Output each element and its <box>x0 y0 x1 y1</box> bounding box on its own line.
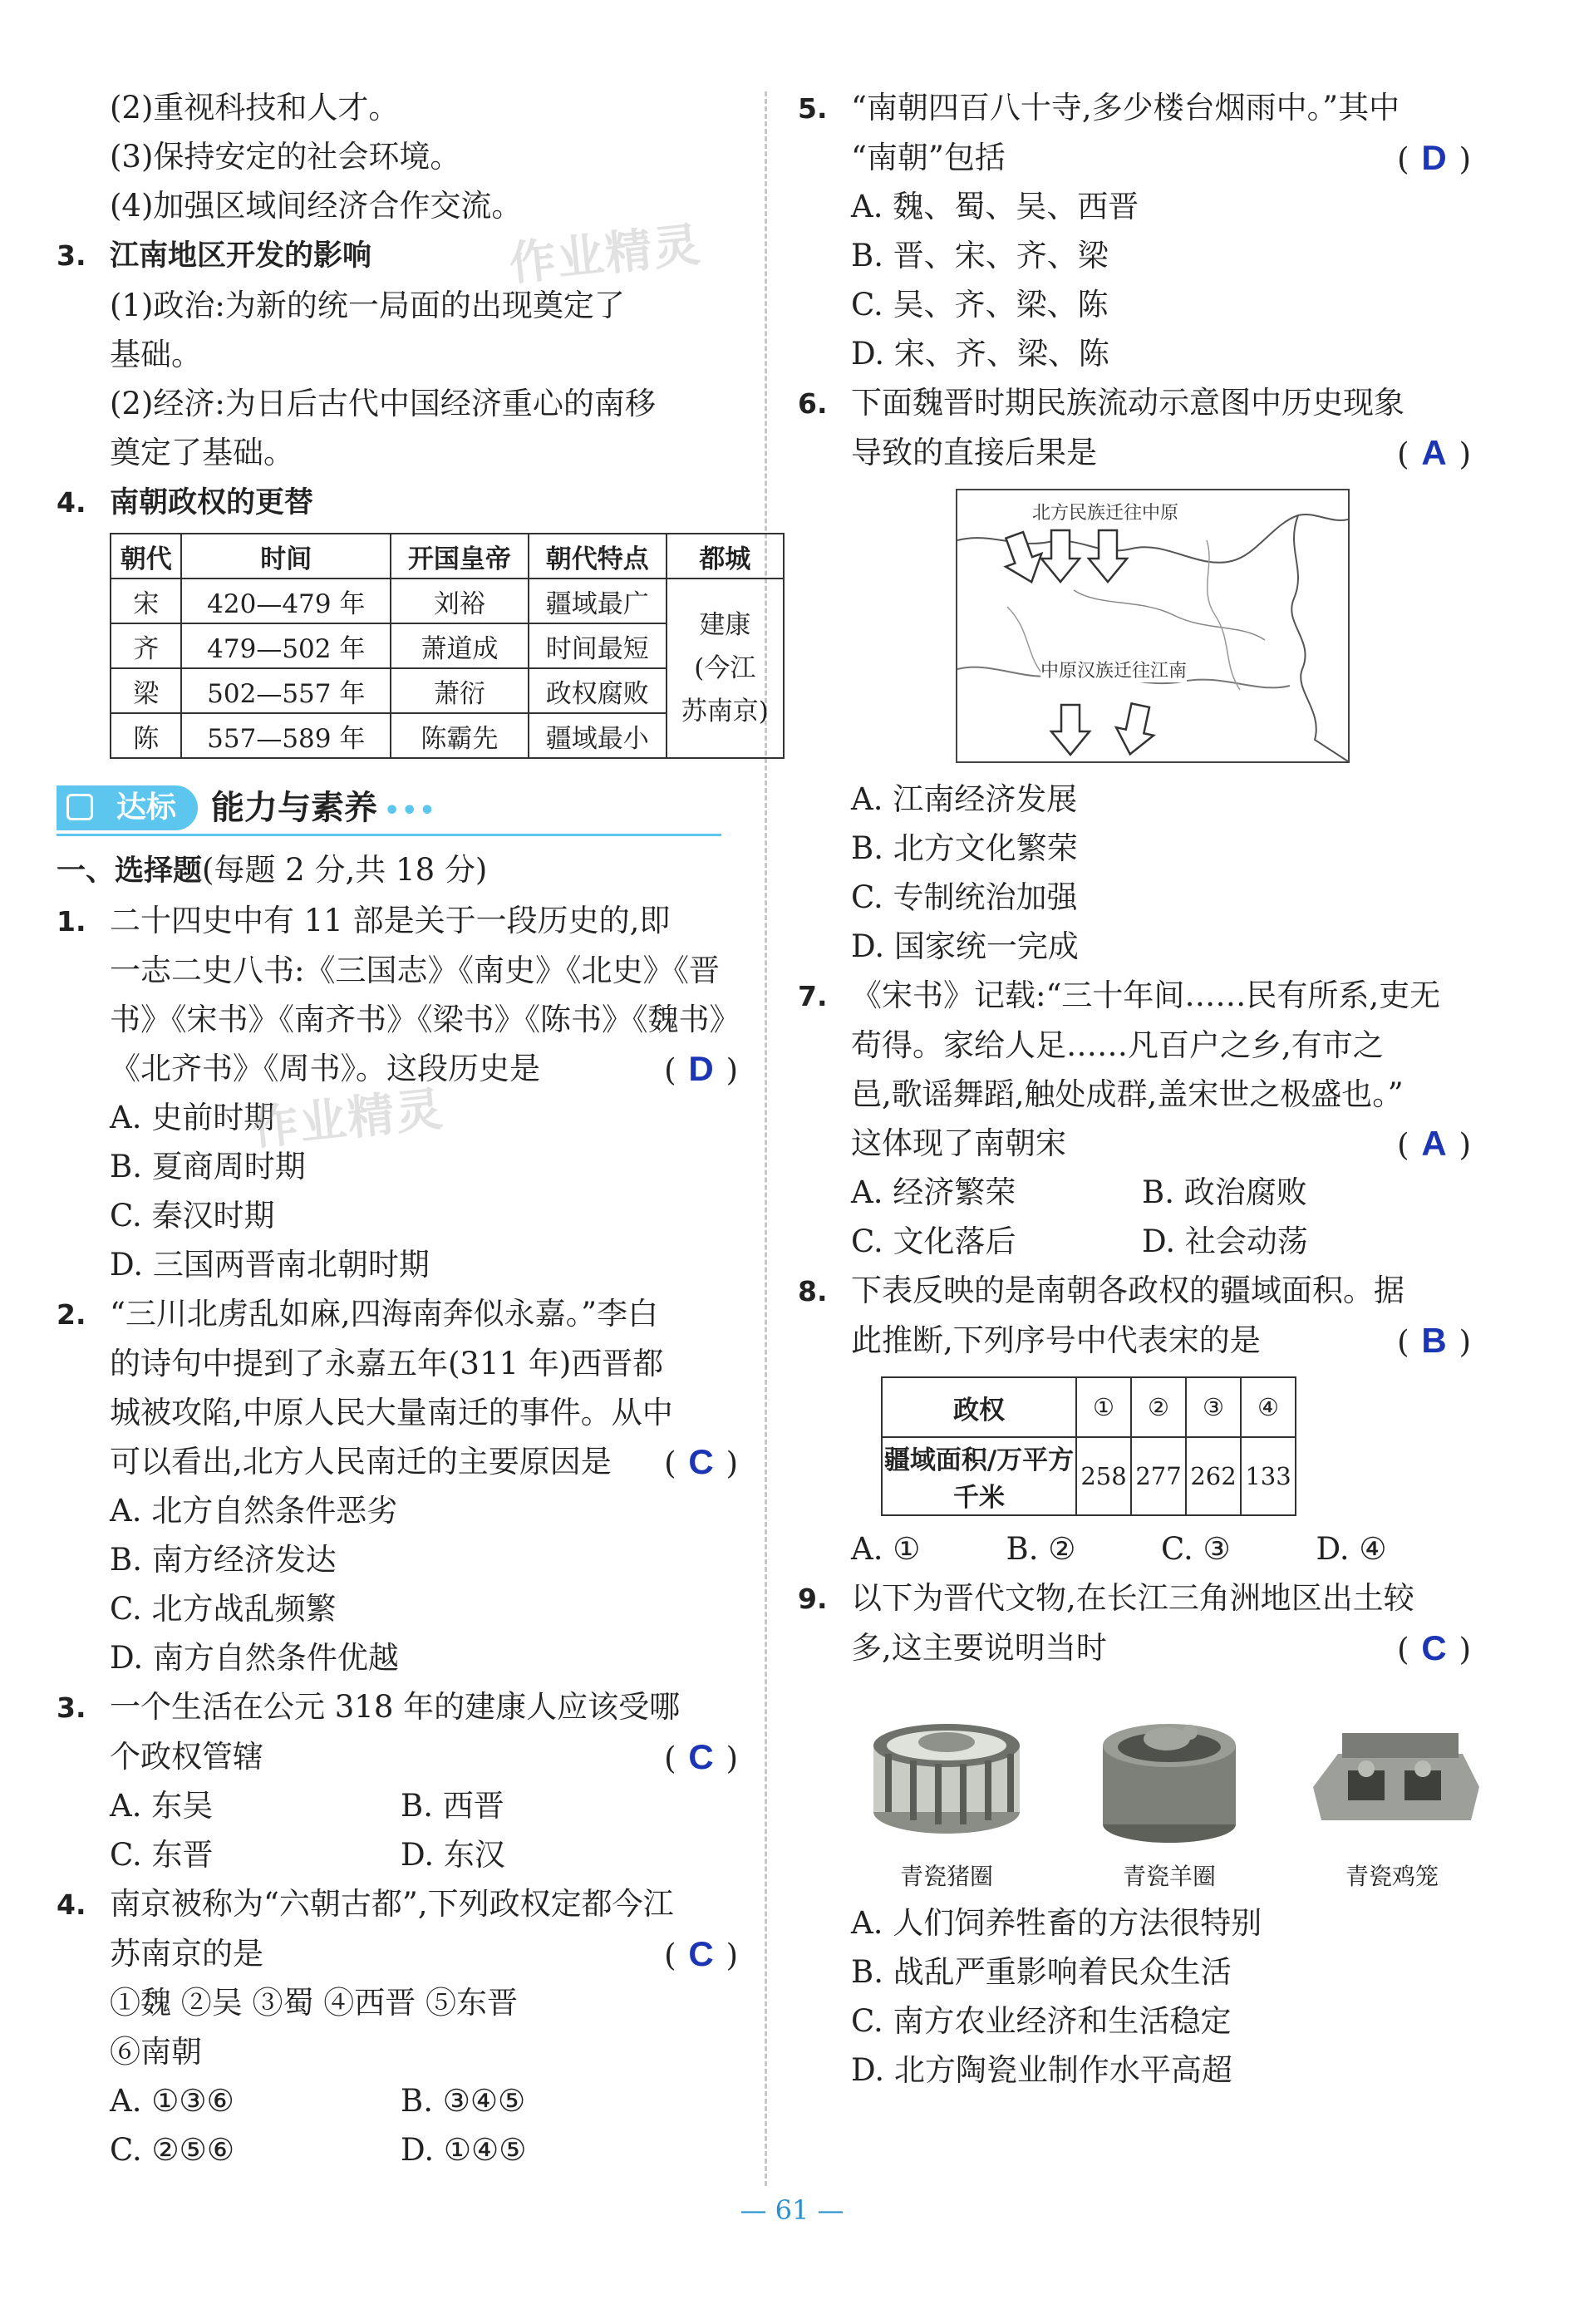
option: B. 政治腐败 <box>1142 1174 1307 1210</box>
option: A. 史前时期 <box>110 1100 275 1135</box>
option: A. 北方自然条件恶劣 <box>110 1493 398 1529</box>
question-5-text: 5. “南朝四百八十寺,多少楼台烟雨中。”其中 <box>798 90 1400 126</box>
section-4-heading: 4. 南朝政权的更替 <box>57 486 314 519</box>
question-9-text: 9. 以下为晋代文物,在长江三角洲地区出土较 <box>798 1580 1414 1616</box>
territory-table <box>881 1376 1296 1516</box>
option: C. 专制统治加强 <box>851 879 1078 915</box>
artifact-chicken-coop <box>1296 1687 1488 1892</box>
watermark: 作业精灵 <box>248 1082 447 1156</box>
question-6-text: 6. 下面魏晋时期民族流动示意图中历史现象 <box>798 385 1404 421</box>
question-7-text: 7. 《宋书》记载:“三十年间……民有所系,吏无 <box>798 977 1441 1013</box>
option: A. 人们饲养牲畜的方法很特别 <box>851 1905 1262 1941</box>
option: C. ②⑤⑥ <box>110 2132 235 2168</box>
left-column: (2)重视科技和人才。 (3)保持安定的社会环境。 (4)加强区域间经济合作交流。 3. 江南地区开发的影响 (1)政治:为新的统一局面的出现奠定了 基础。 (2)经济:为日后古代中国经济重心的南移 奠定了基础。 4. 南朝政权的更替 朝代 时间 开国皇帝 朝代特点 都城 宋 420—479 年 刘裕 疆域最广 建康 (今江 苏南京) 齐 479—502 年 萧道成 时间最短 梁 502—557 年 萧衍 政权腐败 陈 557—589 年 陈霸先 疆域最小 达标 能力与素养 ••• 一、选择题(每题 2 分,共 18 分) 1. 二十四史中有 11 部是关于一段历史的,即 一志二史八书:《三国志》《南史》《北史》《晋 书》《宋书》《南齐书》《梁书》《陈书》《魏书》 《北齐书》《周书》。这段历史是 ( D ) A. 史前时期 B. 夏商周时期 C. 秦汉时期 D. 三国两晋南北朝时期 2. “三川北虏乱如麻,四海南奔似永嘉。”李白 的诗句中提到了永嘉五年(311 年)西晋都 城被攻陷,中原人民大量南迁的事件。从中 可以看出,北方人民南迁的主要原因是 ( C ) A. 北方自然条件恶劣 B. 南方经济发达 C. 北方战乱频繁 D. 南方自然条件优越 3. 一个生活在公元 318 年的建康人应该受哪 个政权管辖 ( C ) A. 东吴 B. 西晋 C. 东晋 D. 东汉 4. 南京被称为“六朝古都”,下列政权定都今江 苏南京的是 ( C ) ①魏 ②吴 ③蜀 ④西晋 ⑤东晋 ⑥南朝 A. ①③⑥ B. ③④⑤ C. ②⑤⑥ D. ①④⑤ <box>57 83 738 2174</box>
option: A. 魏、蜀、吴、西晋 <box>851 189 1139 224</box>
option: D. 宋、齐、梁、陈 <box>851 336 1109 372</box>
option: B. 南方经济发达 <box>110 1542 337 1578</box>
table-row: 宋 420—479 年 刘裕 疆域最广 建康 (今江 苏南京) <box>111 579 784 623</box>
table-row: 陈 557—589 年 陈霸先 疆域最小 <box>111 713 784 758</box>
option: A. 江南经济发展 <box>851 781 1078 817</box>
answer-bracket: ( A ) <box>1397 433 1471 472</box>
point-3: (3)保持安定的社会环境。 <box>110 139 461 175</box>
banner-tag: 达标 <box>116 790 177 825</box>
option: A. 东吴 <box>110 1788 214 1824</box>
option: B. 北方文化繁荣 <box>851 830 1078 866</box>
answer-bracket: ( A ) <box>1397 1124 1471 1163</box>
option: A. 经济繁荣 <box>851 1174 1016 1210</box>
table-row: 政权 ① ② ③ ④ <box>882 1377 1296 1437</box>
table-header: 都城 <box>667 534 784 579</box>
table-row: 齐 479—502 年 萧道成 时间最短 <box>111 623 784 668</box>
capital-cell: 建康 (今江 苏南京) <box>667 579 784 758</box>
option: C. 东晋 <box>110 1837 214 1873</box>
option: C. 吴、齐、梁、陈 <box>851 287 1109 323</box>
table-header: 朝代 <box>111 534 181 579</box>
point-4: (4)加强区域间经济合作交流。 <box>110 188 523 224</box>
artifact-caption: 青瓷猪圈 <box>899 1863 993 1890</box>
artifact-caption: 青瓷羊圈 <box>1122 1863 1216 1890</box>
migration-map <box>956 489 1350 763</box>
option: D. 社会动荡 <box>1142 1224 1308 1259</box>
table-header: 时间 <box>181 534 391 579</box>
question-1-text: 1. 二十四史中有 11 部是关于一段历史的,即 <box>57 903 671 938</box>
option: C. ③ <box>1161 1531 1231 1567</box>
option: D. 北方陶瓷业制作水平高超 <box>851 2052 1232 2088</box>
option: C. 南方农业经济和生活稳定 <box>851 2003 1232 2039</box>
answer-bracket: ( B ) <box>1397 1321 1471 1360</box>
option: D. 三国两晋南北朝时期 <box>110 1247 430 1283</box>
section-3-line: (1)政治:为新的统一局面的出现奠定了 <box>110 288 625 323</box>
page-number: — 61 — <box>740 2194 844 2226</box>
artifact-sheep-pen <box>1074 1687 1265 1892</box>
question-4-text: 4. 南京被称为“六朝古都”,下列政权定都今江 <box>57 1886 674 1922</box>
badge-icon <box>66 794 93 820</box>
option: C. 北方战乱频繁 <box>110 1591 337 1627</box>
section-banner <box>57 779 738 840</box>
sheep-pen-image <box>1074 1687 1265 1854</box>
option: B. 夏商周时期 <box>110 1149 306 1184</box>
option: D. 国家统一完成 <box>851 928 1079 964</box>
table-row: 疆域面积/万平方千米 258 277 262 133 <box>882 1437 1296 1515</box>
artifact-pig-pen <box>851 1687 1042 1892</box>
option: A. ① <box>851 1531 921 1567</box>
pig-pen-image <box>851 1687 1042 1854</box>
map-outline <box>957 490 1348 761</box>
option: B. 西晋 <box>401 1788 504 1824</box>
option: B. ③④⑤ <box>401 2083 526 2119</box>
map-label-north: 北方民族迁往中原 <box>1032 499 1178 524</box>
table-header: 朝代特点 <box>529 534 667 579</box>
section-3-line: (2)经济:为日后古代中国经济重心的南移 <box>110 386 656 421</box>
question-2-text: 2. “三川北虏乱如麻,四海南奔似永嘉。”李白 <box>57 1296 659 1332</box>
option: D. ④ <box>1316 1531 1387 1567</box>
option: B. 晋、宋、齐、梁 <box>851 238 1109 273</box>
answer-bracket: ( C ) <box>664 1737 738 1776</box>
right-column: 5. “南朝四百八十寺,多少楼台烟雨中。”其中 “南朝”包括 ( D ) A. 魏、蜀、吴、西晋 B. 晋、宋、齐、梁 C. 吴、齐、梁、陈 D. 宋、齐、梁、陈 6. 下面魏晋时期民族流动示意图中历史现象 导致的直接后果是 ( A ) 北方民族迁往中原 中原汉族迁往江南 A. 江南经济发展 B. 北方文化繁荣 C. 专制统治加强 D. 国家统一完成 7. 《宋书》记载:“三十年间……民有所系,吏无 苟得。家给人足……凡百户之乡,有市之 邑,歌谣舞蹈,触处成群,盖宋世之极盛也。” 这体现了南朝宋 ( A ) A. 经济繁荣 B. 政治腐败 C. 文化落后 D. 社会动荡 8. 下表反映的是南朝各政权的疆域面积。据 此推断,下列序号中代表宋的是 ( B ) 政权 ① ② ③ ④ 疆域面积/万平方千米 258 277 262 133 A. ① B. ② C. ③ D. ④ 9. 以下为晋代文物,在长江三角洲地区出土较 多,这主要说明当时 ( C ) 青瓷猪圈 青瓷羊圈 青瓷鸡笼 A. 人们饲养牲畜的方法很特别 B. 战乱严重影响着民众生活 C. 南方农业经济和生活稳定 D. 北方陶瓷业制作水平高超 <box>798 83 1471 2095</box>
answer-bracket: ( C ) <box>664 1442 738 1481</box>
option: B. 战乱严重影响着民众生活 <box>851 1954 1232 1990</box>
banner-title: 能力与素养 ••• <box>211 789 437 827</box>
answer-bracket: ( D ) <box>1397 138 1471 177</box>
option: A. ①③⑥ <box>110 2083 234 2119</box>
option: D. ①④⑤ <box>401 2132 527 2168</box>
option: B. ② <box>1006 1531 1076 1567</box>
banner-rule <box>57 834 721 836</box>
artifact-images <box>851 1687 1471 1892</box>
question-8-text: 8. 下表反映的是南朝各政权的疆域面积。据 <box>798 1273 1404 1308</box>
section-3-heading: 3. 江南地区开发的影响 <box>57 239 372 273</box>
map-label-south: 中原汉族迁往江南 <box>1040 657 1187 682</box>
section-title: 一、选择题(每题 2 分,共 18 分) <box>57 852 488 888</box>
option: D. 南方自然条件优越 <box>110 1640 399 1676</box>
point-2: (2)重视科技和人才。 <box>110 90 400 126</box>
answer-bracket: ( C ) <box>664 1934 738 1973</box>
chicken-coop-image <box>1296 1687 1488 1854</box>
table-row: 梁 502—557 年 萧衍 政权腐败 <box>111 668 784 713</box>
section-3-line: 奠定了基础。 <box>110 435 294 470</box>
option: C. 文化落后 <box>851 1224 1016 1259</box>
answer-bracket: ( D ) <box>664 1049 738 1088</box>
table-header: 开国皇帝 <box>391 534 529 579</box>
watermark: 作业精灵 <box>506 218 705 292</box>
artifact-caption: 青瓷鸡笼 <box>1345 1863 1439 1890</box>
southern-dynasties-table <box>110 533 785 759</box>
option: C. 秦汉时期 <box>110 1198 275 1233</box>
section-3-line: 基础。 <box>110 337 202 372</box>
column-divider <box>765 91 767 2186</box>
option: D. 东汉 <box>401 1837 505 1873</box>
question-3-text: 3. 一个生活在公元 318 年的建康人应该受哪 <box>57 1689 681 1725</box>
answer-bracket: ( C ) <box>1397 1628 1471 1667</box>
